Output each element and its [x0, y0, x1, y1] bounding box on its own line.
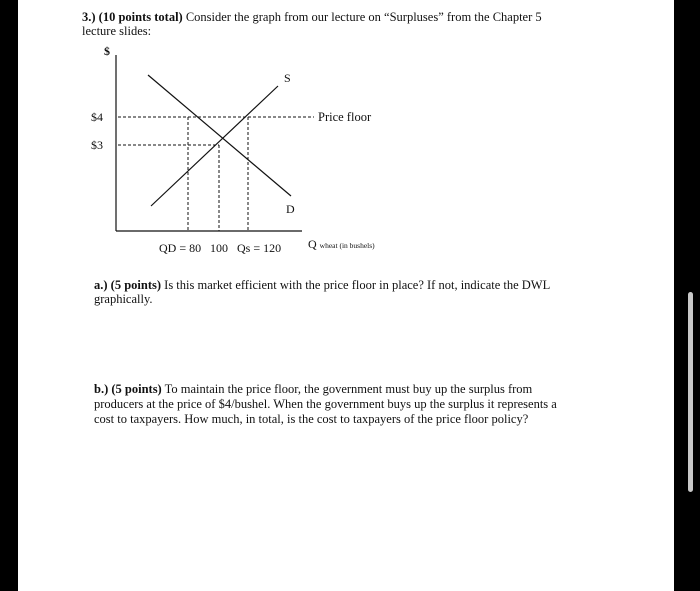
part-b-line-2: producers at the price of $4/bushel. When the government buys up the surplus it represents a [94, 397, 557, 411]
price-floor-label: Price floor [318, 110, 372, 124]
demand-label: D [286, 202, 295, 216]
question-number: 3.) [82, 10, 96, 24]
supply-label: S [284, 71, 291, 85]
part-b-line-1 [94, 382, 532, 397]
part-b-line-3: cost to taxpayers. How much, in total, is the cost to taxpayers of the price floor policy? [94, 412, 529, 426]
part-b-text: To maintain the price floor, the government must buy up the surplus from [164, 382, 533, 396]
question-text: Consider the graph from our lecture on “Surpluses” from the Chapter 5 [185, 10, 542, 24]
question-3-line-2: lecture slides: [82, 24, 152, 38]
x-axis-label [308, 237, 375, 251]
price-label-4: $4 [91, 110, 103, 124]
q-eq-label: 100 [210, 241, 228, 255]
qs-label: Qs = 120 [237, 241, 282, 255]
supply-demand-graph [18, 0, 674, 260]
part-a-line-1 [94, 278, 550, 293]
part-a-line-2: graphically. [94, 292, 153, 306]
y-axis-label: $ [104, 44, 110, 58]
price-label-3: $3 [91, 138, 103, 152]
part-a-label: a.) (5 points) [94, 278, 162, 292]
qd-label: QD = 80 [159, 241, 202, 255]
vertical-scrollbar[interactable] [688, 292, 693, 492]
document-page [18, 0, 674, 591]
part-a-text: Is this market efficient with the price floor in place? If not, indicate the DWL [164, 278, 551, 292]
x-axis-label-q: Q [308, 237, 317, 251]
supply-curve [151, 86, 278, 206]
x-axis-label-sub: wheat (in bushels) [319, 241, 375, 250]
question-points: (10 points total) [98, 10, 183, 24]
part-b-label: b.) (5 points) [94, 382, 162, 396]
